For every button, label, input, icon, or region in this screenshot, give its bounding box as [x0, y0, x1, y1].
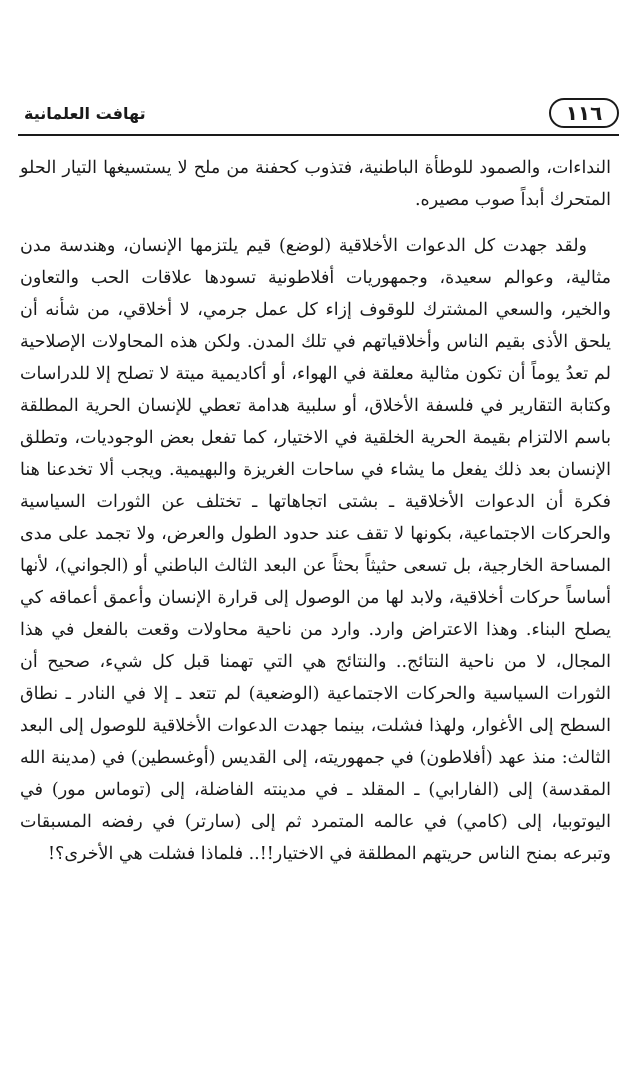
header-rule — [18, 134, 619, 136]
running-title: تهافت العلمانية — [24, 104, 146, 123]
paragraph: النداءات، والصمود للوطأة الباطنية، فتذوب كحفنة من ملح لا يستسيغها التيار الحلو المتحرك أبداً صوب مصيره. — [20, 158, 611, 210]
page-number: ١١٦ — [549, 98, 619, 128]
page-header — [18, 98, 619, 138]
paragraph: ولقد جهدت كل الدعوات الأخلاقية (لوضع) قيم يلتزمها الإنسان، وهندسة مدن مثالية، وعوالم سعيدة، وجمهوريات أفلاطونية تسودها علاقات الحب والتعاون والخير، والسعي المشترك للوقوف إزاء كل عمل جرمي، لا أخلاقي، من شأنه أن يلحق الأذى بقيم الناس وأخلاقياتهم في تلك المدن. ولكن هذه المحاولات الإصلاحية لم تعدُ يوماً أن تكون مثالية معلقة في الهواء، أو أكاديمية ميتة لا تصلح إلا للدراسات وكتابة التقارير في فلسفة الأخلاق، أو سلبية هدامة تعطي للإنسان الحرية المطلقة باسم الالتزام بقيمة الحرية الخلقية في الاختيار، كما تفعل بعض الوجوديات، وتطلق الإنسان بعد ذلك يفعل ما يشاء في ساحات الغريزة والبهيمية. ويجب ألا تخدعنا هنا فكرة أن الدعوات الأخلاقية ـ بشتى اتجاهاتها ـ تختلف عن الثورات السياسية والحركات الاجتماعية، بكونها لا تقف عند حدود الطول والعرض، ولا تجمد على مدى المساحة الخارجية، بل تسعى حثيثاً بحثاً عن البعد الثالث الباطني أو (الجواني)، لأنها أساساً حركات أخلاقية، ولابد لها من الوصول إلى قرارة الإنسان وأعمق أعماقه كي يصلح البناء. وهذا الاعتراض وارد. وارد من ناحية محاولات وقعت بالفعل في هذا المجال، لا من ناحية النتائج.. والنتائج هي التي تهمنا قبل كل شيء، صحيح أن الثورات السياسية والحركات الاجتماعية (الوضعية) لم تتعد ـ إلا في النادر ـ نطاق السطح إلى الأغوار، ولهذا فشلت، بينما جهدت الدعوات الأخلاقية للوصول إلى البعد الثالث: منذ عهد (أفلاطون) في جمهوريته، إلى القديس (أوغسطين) في (مدينة الله المقدسة) إلى (الفارابي) ـ المقلد ـ في مدينته الفاضلة، إلى (توماس مور) في اليوتوبيا، إلى (كامي) في عالمه المتمرد ثم إلى (سارتر) في رفضه المسبقات وتبرعه بمنح الناس حريتهم المطلقة في الاختيار!!.. فلماذا فشلت هي الأخرى؟! — [20, 236, 612, 864]
body-text — [20, 152, 611, 870]
